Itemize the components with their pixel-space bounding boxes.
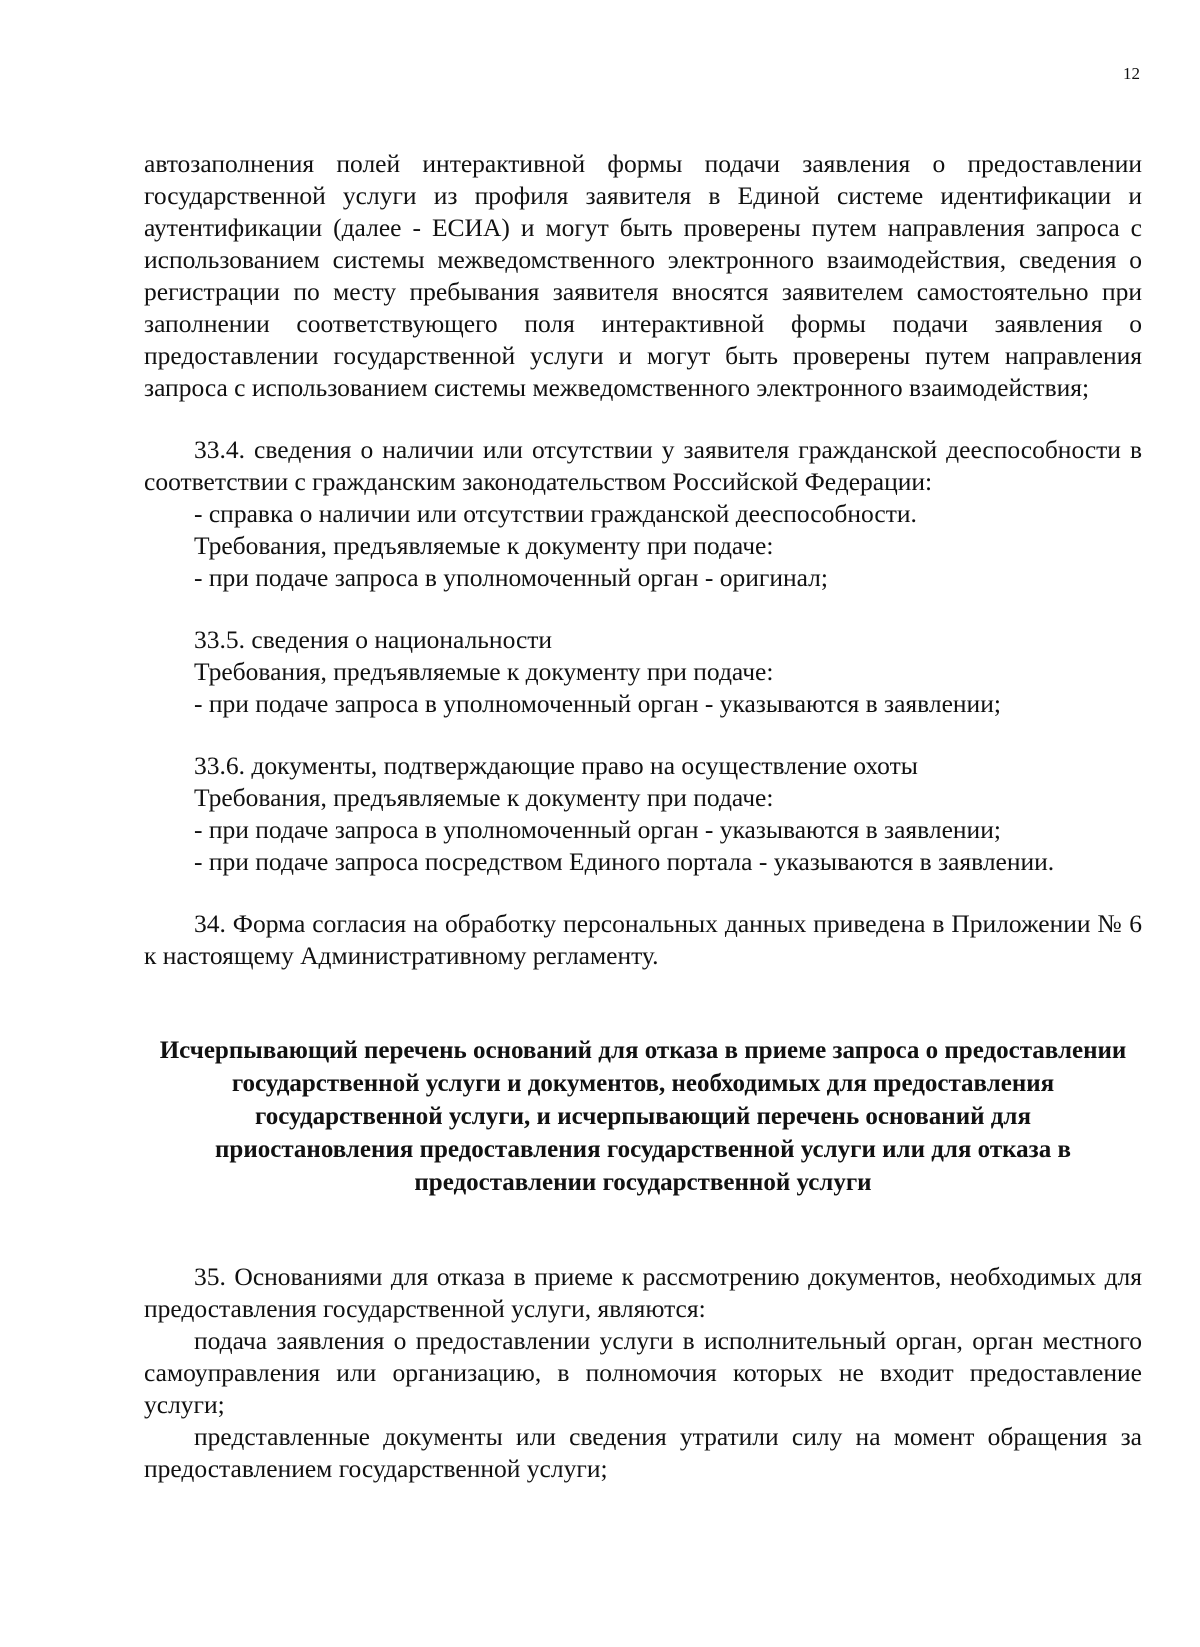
list-item: - при подаче запроса в уполномоченный орган - указываются в заявлении; <box>194 689 1001 718</box>
paragraph-intro: автозаполнения полей интерактивной формы подачи заявления о предоставлении государственной услуги из профиля заявителя в Единой системе идентификации и аутентификации (далее - ЕСИА) и могут быть проверены путем направления запроса с использованием системы межведомственного электронного взаимодействия, сведения о регистрации по месту пребывания заявителя вносятся заявителем самостоятельно при заполнении соответствующего поля интерактивной формы подачи заявления о предоставлении государственной услуги и могут быть проверены путем направления запроса с использованием системы межведомственного электронного взаимодействия; <box>144 149 1142 402</box>
page-number: 12 <box>1123 64 1140 83</box>
list-item: - справка о наличии или отсутствии гражданской дееспособности. <box>194 499 917 528</box>
paragraph-33-4: 33.4. сведения о наличии или отсутствии у заявителя гражданской дееспособности в соответствии с гражданским законодательством Российской Федерации: <box>144 435 1142 496</box>
paragraph-34: 34. Форма согласия на обработку персональных данных приведена в Приложении № 6 к настоящему Административному регламенту. <box>144 909 1142 970</box>
document-body <box>144 148 1142 1485</box>
list-item: - при подаче запроса в уполномоченный орган - оригинал; <box>194 563 828 592</box>
requirements-label: Требования, предъявляемые к документу при подаче: <box>194 657 774 686</box>
list-item: - при подаче запроса посредством Единого портала - указываются в заявлении. <box>194 847 1055 876</box>
section-heading: Исчерпывающий перечень оснований для отказа в приеме запроса о предоставлении государственной услуги и документов, необходимых для предоставления государственной услуги, и исчерпывающий перечень оснований для приостановления предоставления государственной услуги или для отказа в предоставлении государственной услуги <box>159 1037 1127 1196</box>
paragraph-35: 35. Основаниями для отказа в приеме к рассмотрению документов, необходимых для предоставления государственной услуги, являются: <box>144 1262 1142 1323</box>
paragraph-33-5: 33.5. сведения о национальности <box>194 625 553 654</box>
requirements-label: Требования, предъявляемые к документу при подаче: <box>194 531 774 560</box>
requirements-label: Требования, предъявляемые к документу при подаче: <box>194 783 774 812</box>
list-item: - при подаче запроса в уполномоченный орган - указываются в заявлении; <box>194 815 1001 844</box>
paragraph-35-a: подача заявления о предоставлении услуги в исполнительный орган, орган местного самоуправления или организацию, в полномочия которых не входит предоставление услуги; <box>144 1326 1142 1419</box>
paragraph-35-b: представленные документы или сведения утратили силу на момент обращения за предоставлением государственной услуги; <box>144 1422 1142 1483</box>
paragraph-33-6: 33.6. документы, подтверждающие право на осуществление охоты <box>194 751 918 780</box>
